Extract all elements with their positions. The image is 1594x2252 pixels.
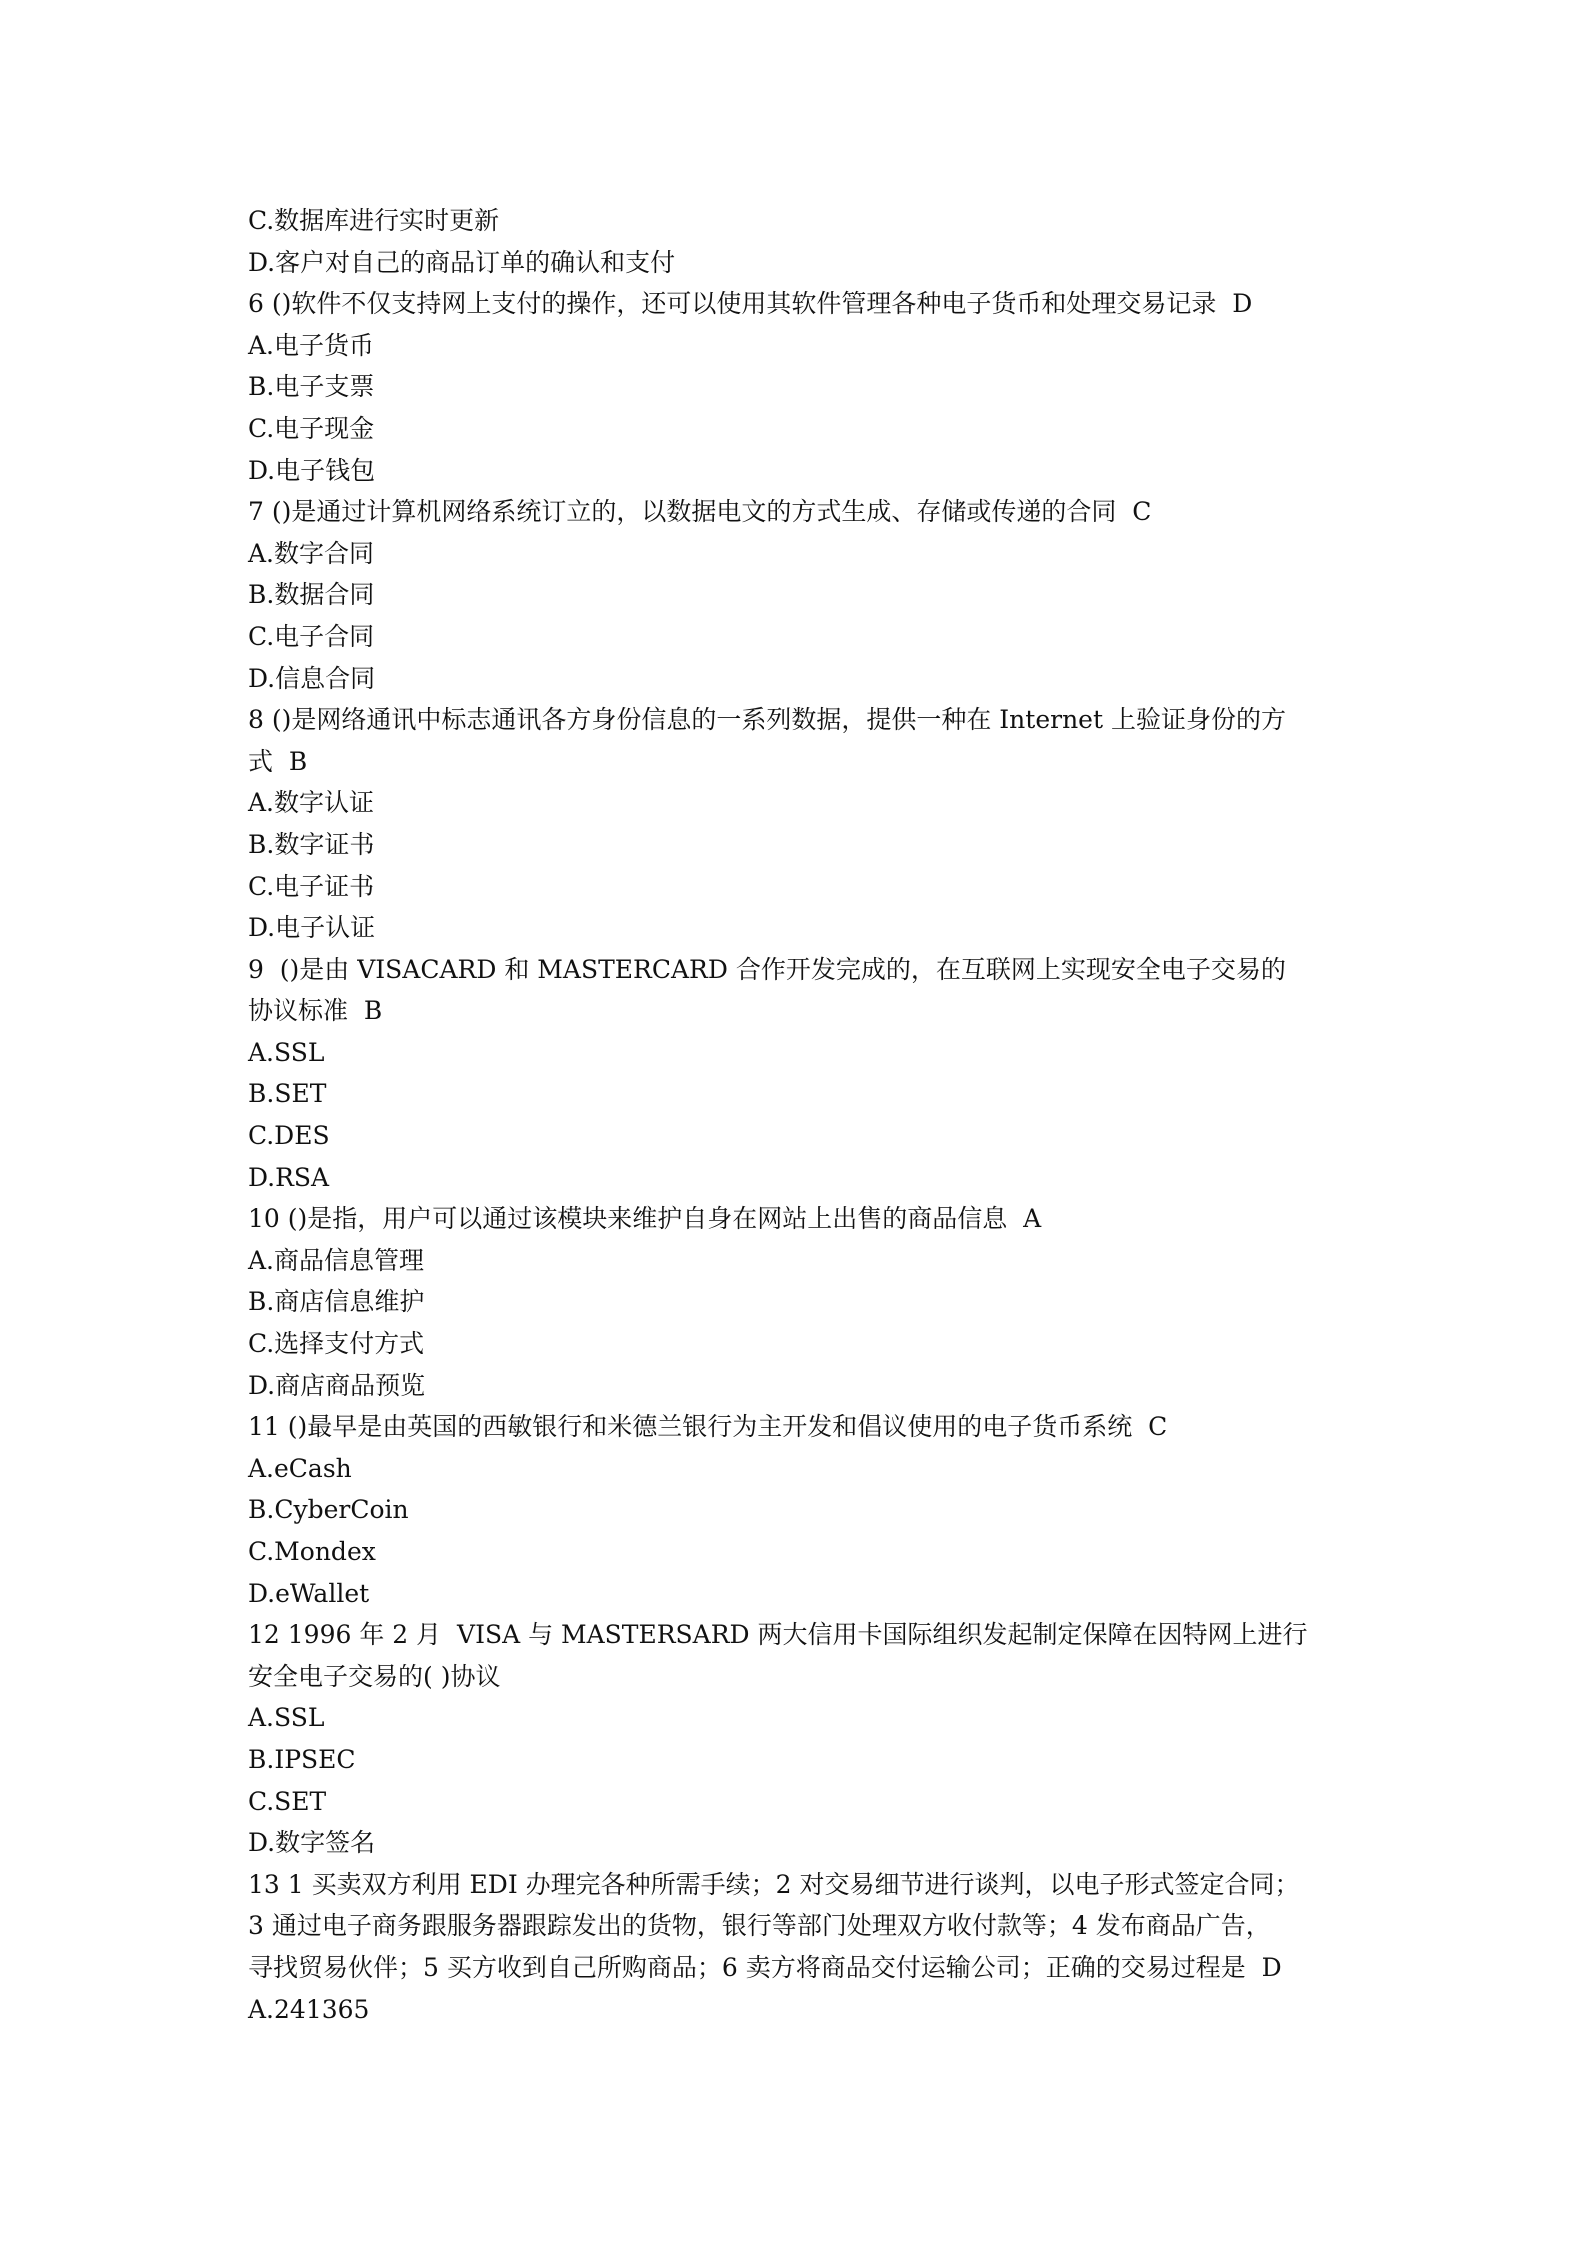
option-line: D.数字签名 — [248, 1828, 376, 1858]
option-line: B.IPSEC — [248, 1744, 356, 1774]
option-line: D.RSA — [248, 1162, 330, 1192]
option-line: A.数字认证 — [248, 788, 375, 818]
option-line: C.电子证书 — [248, 871, 375, 901]
option-line: A.eCash — [248, 1453, 352, 1483]
option-line: D.信息合同 — [248, 663, 376, 693]
option-line: C.选择支付方式 — [248, 1329, 425, 1359]
question-line: 13 1 买卖双方利用 EDI 办理完各种所需手续；2 对交易细节进行谈判，以电子形式签定合同； — [248, 1869, 1300, 1899]
option-line: C.Mondex — [248, 1537, 376, 1566]
question-line: 安全电子交易的( )协议 — [248, 1661, 501, 1691]
text-line: C.数据库进行实时更新 — [248, 206, 500, 235]
option-line: D.eWallet — [248, 1578, 370, 1608]
option-line: B.SET — [248, 1079, 327, 1109]
question-line: 12 1996 年 2 月 VISA 与 MASTERSARD 两大信用卡国际组织发起制定保障在因特网上进行 — [248, 1620, 1308, 1650]
question-line: 6 ()软件不仅支持网上支付的操作，还可以使用其软件管理各种电子货币和处理交易记录 D — [248, 289, 1253, 319]
option-line: B.CyberCoin — [248, 1495, 409, 1525]
option-line: D.电子认证 — [248, 913, 376, 943]
question-line: 7 ()是通过计算机网络系统订立的，以数据电文的方式生成、存储或传递的合同 C — [248, 497, 1152, 527]
option-line: C.DES — [248, 1121, 330, 1151]
option-line: A.SSL — [248, 1703, 325, 1733]
option-line: D.商店商品预览 — [248, 1370, 426, 1400]
option-line: B.数据合同 — [248, 580, 375, 610]
question-line: 10 ()是指，用户可以通过该模块来维护自身在网站上出售的商品信息 A — [248, 1204, 1042, 1234]
document-text — [248, 200, 1360, 2030]
option-line: C.电子合同 — [248, 621, 375, 651]
text-line: D.客户对自己的商品订单的确认和支付 — [248, 247, 676, 277]
question-line: 9 ()是由 VISACARD 和 MASTERCARD 合作开发完成的，在互联网上实现安全电子交易的 — [248, 954, 1286, 984]
question-line: 协议标准 B — [248, 996, 383, 1026]
option-line: B.数字证书 — [248, 829, 375, 859]
question-line: 11 ()最早是由英国的西敏银行和米德兰银行为主开发和倡议使用的电子货币系统 C — [248, 1412, 1168, 1442]
option-line: A.数字合同 — [248, 538, 375, 568]
option-line: A.商品信息管理 — [248, 1245, 425, 1275]
option-line: B.电子支票 — [248, 372, 375, 402]
option-line: C.SET — [248, 1786, 327, 1816]
question-line: 3 通过电子商务跟服务器跟踪发出的货物，银行等部门处理双方收付款等；4 发布商品广告， — [248, 1911, 1271, 1941]
option-line: B.商店信息维护 — [248, 1287, 425, 1317]
question-line: 8 ()是网络通讯中标志通讯各方身份信息的一系列数据，提供一种在 Internet 上验证身份的方 — [248, 705, 1286, 735]
option-line: A.SSL — [248, 1037, 325, 1067]
question-line: 式 B — [248, 746, 308, 776]
option-line: A.241365 — [248, 1994, 370, 2024]
option-line: C.电子现金 — [248, 413, 375, 443]
question-line: 寻找贸易伙伴；5 买方收到自己所购商品；6 卖方将商品交付运输公司；正确的交易过程是 D — [248, 1952, 1282, 1982]
option-line: D.电子钱包 — [248, 455, 376, 485]
option-line: A.电子货币 — [248, 330, 375, 360]
